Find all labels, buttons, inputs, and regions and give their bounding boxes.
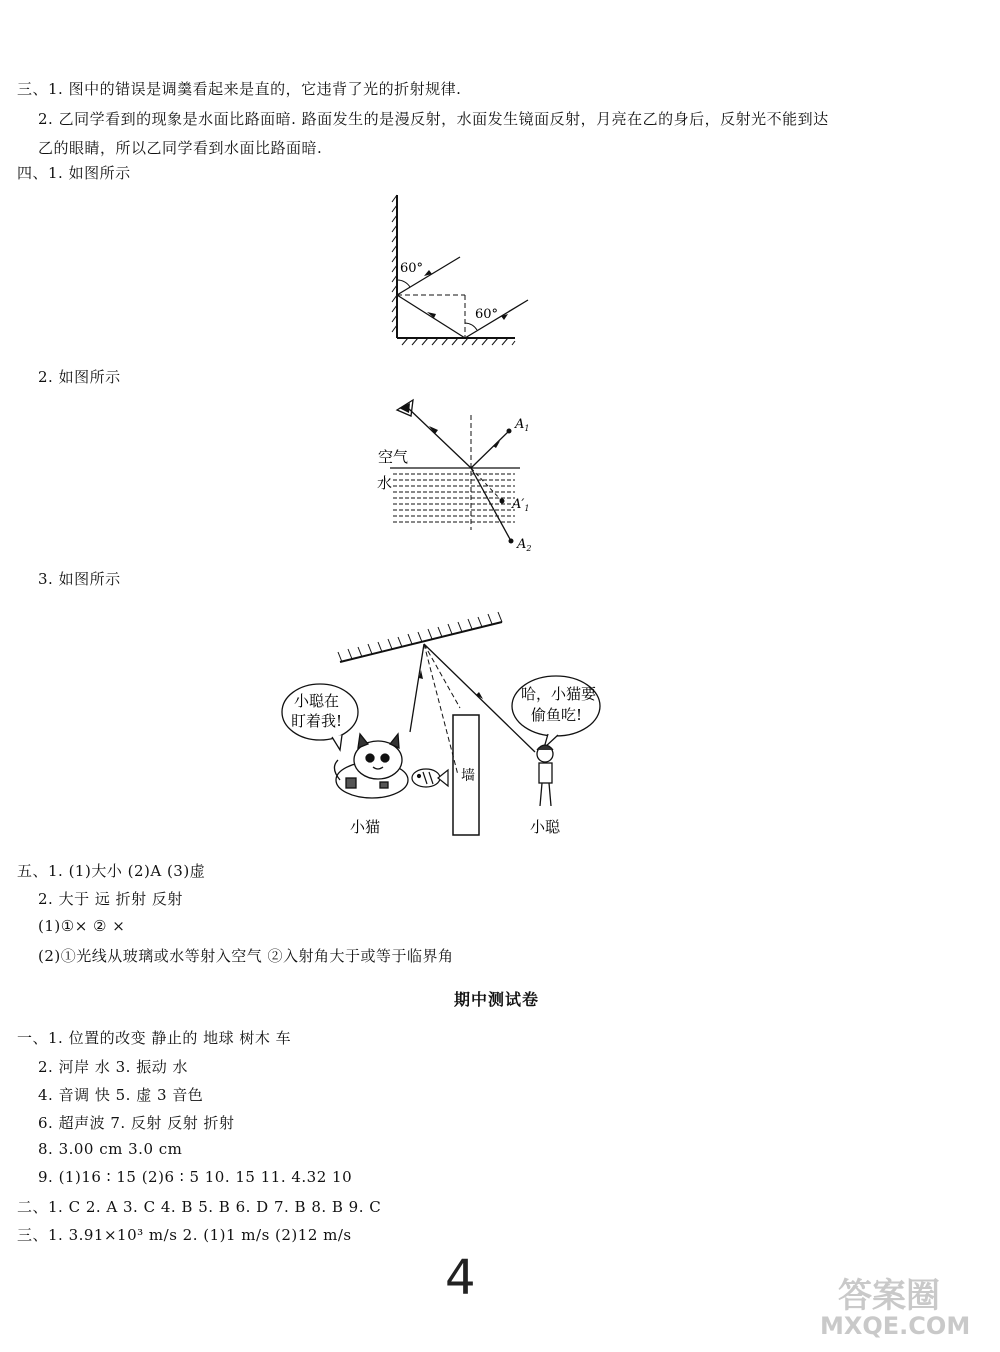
section5-q2-part1: (1)①× ② × [38, 917, 126, 935]
midterm-s1-q4: 4. 音调 快 5. 虚 3 音色 [38, 1086, 204, 1104]
boy-bubble-line2: 偷鱼吃! [531, 706, 583, 724]
watermark-url: MXQE.COM [820, 1312, 971, 1340]
angle-label-top: 60° [400, 261, 424, 276]
midterm-s1-q2: 2. 河岸 水 3. 振动 水 [38, 1058, 188, 1076]
midterm-s3: 三、1. 3.91×10³ m/s 2. (1)1 m/s (2)12 m/s [17, 1226, 352, 1244]
midterm-s1-q6: 6. 超声波 7. 反射 反射 折射 [38, 1114, 235, 1132]
section4-q2: 2. 如图所示 [38, 368, 121, 386]
point-a1-label: $A_1$ [515, 417, 530, 433]
wall-label: 墙 [461, 768, 475, 784]
section5-q1: 五、1. (1)大小 (2)A (3)虚 [17, 862, 206, 880]
mirror-reflection-diagram [380, 190, 540, 360]
air-label: 空气 [378, 448, 409, 466]
point-a1-prime-label: $A'_1$ [512, 497, 530, 513]
midterm-s1-q9: 9. (1)16 ∶ 15 (2)6 ∶ 5 10. 15 11. 4.32 10 [38, 1168, 353, 1186]
fish-icon [412, 769, 448, 787]
midterm-title: 期中测试卷 [454, 990, 540, 1009]
midterm-s1-q1: 一、1. 位置的改变 静止的 地球 树木 车 [17, 1029, 292, 1047]
page-number: 4 [445, 1250, 476, 1306]
refraction-diagram [375, 390, 550, 555]
watermark-logo: 答案圈 [838, 1276, 940, 1316]
section4-q3: 3. 如图所示 [38, 570, 121, 588]
point-a2-label: $A_2$ [517, 537, 532, 553]
cat-bubble-line2: 盯着我! [291, 712, 343, 730]
cat-icon [334, 734, 408, 798]
cat-name-label: 小猫 [350, 818, 381, 836]
boy-bubble-line1: 哈，小猫要 [521, 685, 597, 703]
water-label: 水 [377, 474, 393, 492]
section3-q2-line2: 乙的眼睛，所以乙同学看到水面比路面暗. [38, 139, 323, 157]
midterm-s2: 二、1. C 2. A 3. C 4. B 5. B 6. D 7. B 8. B 9. C [17, 1198, 382, 1216]
midterm-s1-q8: 8. 3.00 cm 3.0 cm [38, 1140, 183, 1158]
boy-icon [537, 745, 553, 806]
cat-bubble-line1: 小聪在 [294, 692, 340, 710]
section5-q2: 2. 大于 远 折射 反射 [38, 890, 183, 908]
boy-name-label: 小聪 [530, 818, 561, 836]
cat-boy-mirror-diagram [280, 600, 610, 840]
section3-q1: 三、1. 图中的错误是调羹看起来是直的，它违背了光的折射规律. [17, 80, 462, 98]
section3-q2-line1: 2. 乙同学看到的现象是水面比路面暗. 路面发生的是漫反射，水面发生镜面反射，月亮在乙的身后，反射光不能到达 [38, 110, 829, 128]
section5-q2-part2: (2)①光线从玻璃或水等射入空气 ②入射角大于或等于临界角 [38, 947, 454, 965]
angle-label-bottom: 60° [475, 307, 499, 322]
section4-q1: 四、1. 如图所示 [17, 164, 131, 182]
